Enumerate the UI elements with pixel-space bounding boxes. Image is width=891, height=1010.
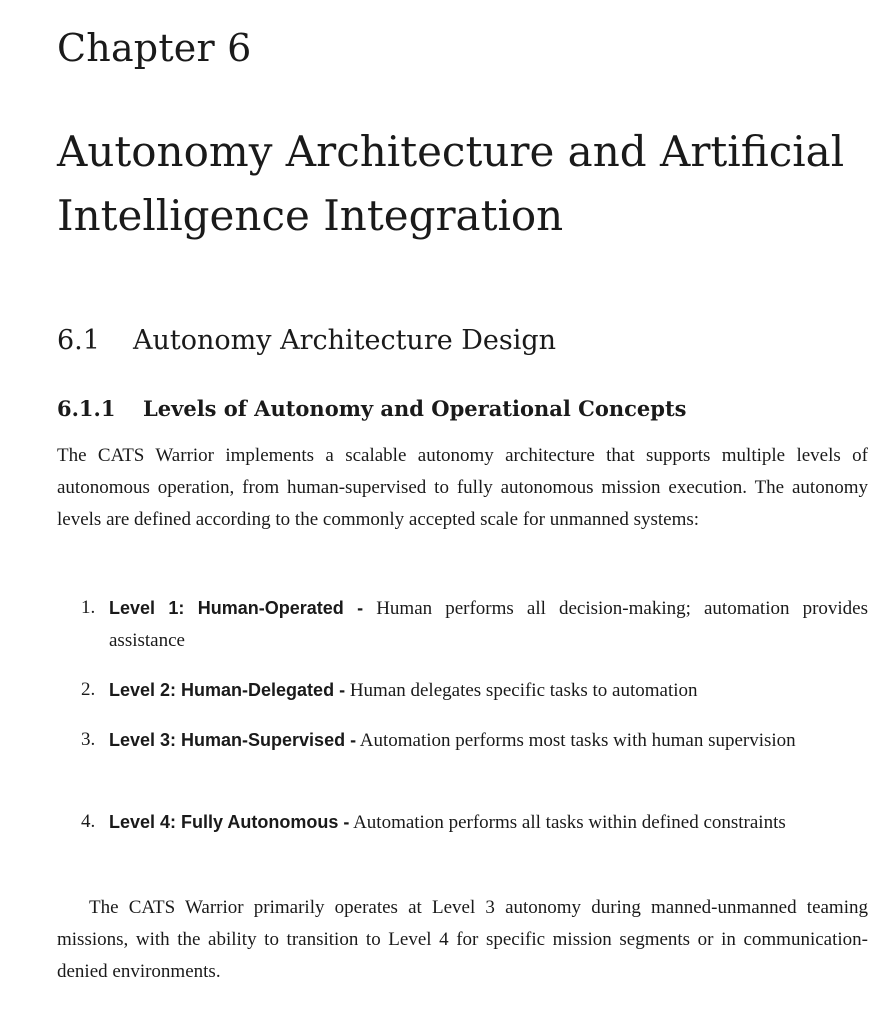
level-name: Level 4: Fully Autonomous - bbox=[109, 812, 350, 832]
list-item bbox=[57, 674, 868, 707]
level-name: Level 1: Human-Operated - bbox=[109, 598, 364, 618]
list-item-number: 2. bbox=[81, 679, 96, 700]
closing-paragraph: The CATS Warrior primarily operates at Level 3 autonomy during manned-unmanned teaming missions, with the ability to transition to Level 4 for specific mission segments or in communication-denied environments. bbox=[57, 897, 868, 982]
list-item-body bbox=[109, 806, 868, 839]
subsection-heading bbox=[57, 392, 687, 426]
intro-paragraph: The CATS Warrior implements a scalable autonomy architecture that supports multiple levels of autonomous operation, from human-supervised to fully autonomous mission execution. The autonomy levels are defined according to the commonly accepted scale for unmanned systems: bbox=[57, 445, 868, 530]
list-item-number: 1. bbox=[81, 597, 96, 618]
subsection-number: 6.1.1 bbox=[57, 396, 116, 421]
chapter-title: Autonomy Architecture and Artificial Intelligence Integration bbox=[57, 127, 845, 240]
list-item-number: 4. bbox=[81, 811, 96, 832]
section-number: 6.1 bbox=[57, 325, 100, 356]
level-description: Automation performs all tasks within defined constraints bbox=[353, 812, 786, 833]
list-item bbox=[57, 592, 868, 657]
section-heading bbox=[57, 321, 556, 361]
list-item-body bbox=[109, 674, 868, 707]
list-item bbox=[57, 724, 868, 757]
section-title: Autonomy Architecture Design bbox=[133, 325, 557, 356]
list-item-number: 3. bbox=[81, 729, 96, 750]
list-item-body bbox=[109, 724, 868, 757]
level-name: Level 3: Human-Supervised - bbox=[109, 730, 357, 750]
list-item-body bbox=[109, 592, 868, 657]
level-name: Level 2: Human-Delegated - bbox=[109, 680, 346, 700]
level-description: Human performs all decision-making; automation provides assistance bbox=[109, 598, 868, 651]
list-item bbox=[57, 806, 868, 839]
chapter-label: Chapter 6 bbox=[57, 26, 252, 70]
level-description: Human delegates specific tasks to automation bbox=[349, 680, 698, 701]
level-description: Automation performs most tasks with human supervision bbox=[359, 730, 796, 751]
subsection-title: Levels of Autonomy and Operational Concepts bbox=[143, 396, 687, 421]
